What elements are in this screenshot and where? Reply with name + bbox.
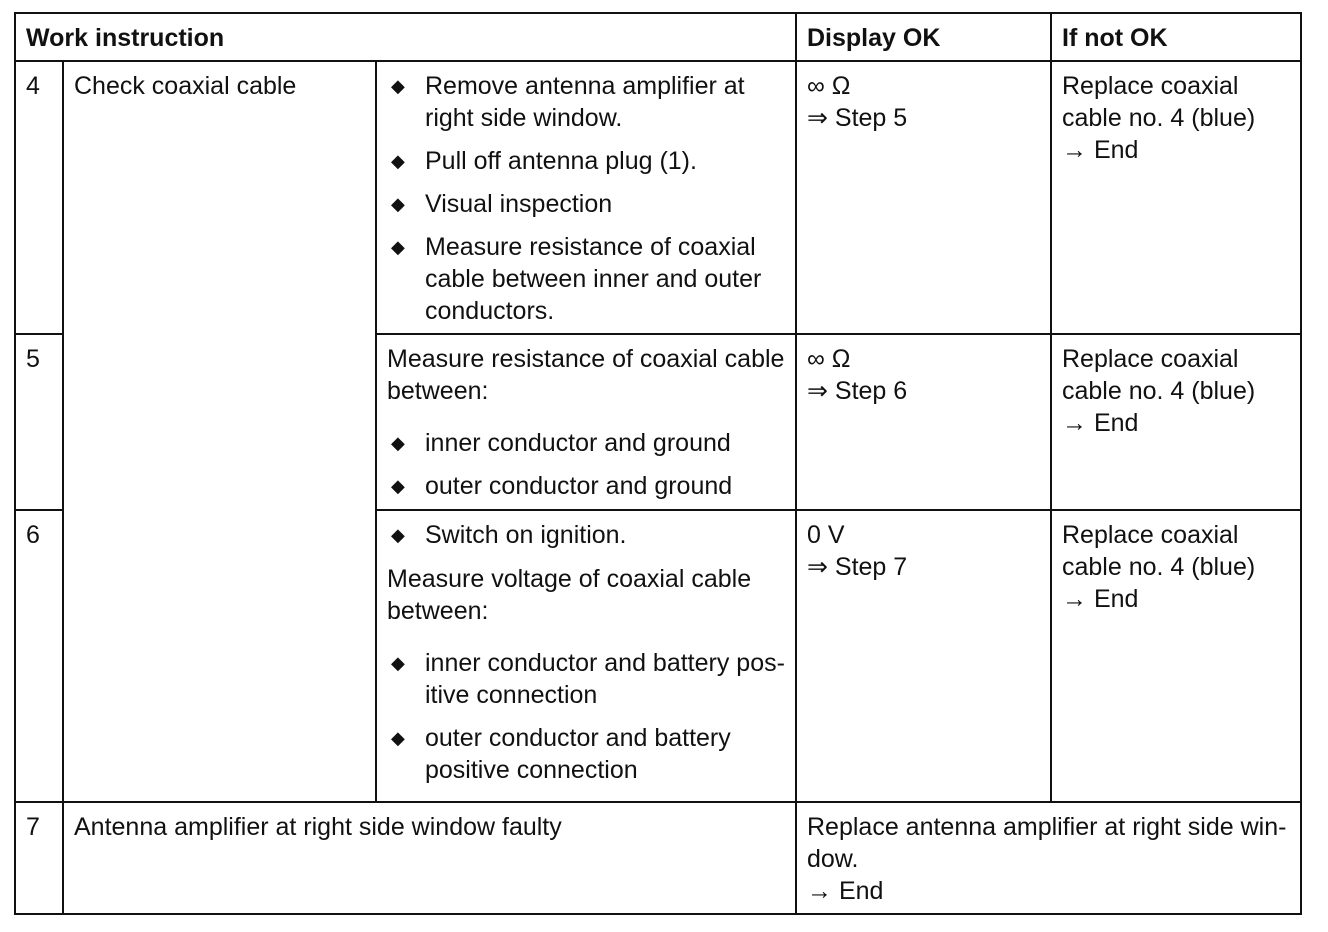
instruction-intro: Measure resistance of coaxial cable between: [387,345,785,405]
list-item: ◆ Measure resistance of coaxial cable between inner and outer conductors. [391,233,762,325]
display-ok-cell: ∞ Ω ⇒ Step 5 [796,61,1051,334]
display-ok-cell: 0 V ⇒ Step 7 [796,510,1051,802]
list-item: ◆ Remove antenna amplifier at right side window. [391,72,745,132]
list-item: ◆ inner conductor and battery pos-itive connection [391,649,785,709]
instruction-intro: Measure voltage of coaxial cable between: [387,565,752,625]
list-item: ◆ Pull off antenna plug (1). [391,147,697,175]
action-cell: Replace antenna amplifier at right side win-dow. → End [796,802,1301,914]
table-header-row [15,13,1301,61]
instruction-cell [376,334,796,510]
step-number: 6 [15,510,63,802]
diamond-bullet-icon: ◆ [391,728,405,748]
list-item: ◆ Switch on ignition. [391,521,627,549]
table-row [15,61,1301,334]
list-item: ◆ inner conductor and ground [391,429,731,457]
diamond-bullet-icon: ◆ [391,237,405,257]
list-item: ◆ Visual inspection [391,190,613,218]
work-instruction-table [14,12,1302,915]
header-display-ok: Display OK [796,13,1051,61]
bullet-list [387,70,785,327]
bullet-list [387,519,785,551]
if-not-ok-cell: Replace coaxial cable no. 4 (blue) → End [1051,510,1301,802]
diamond-bullet-icon: ◆ [391,653,405,673]
step-number: 7 [15,802,63,914]
bullet-list [387,427,785,502]
list-item: ◆ outer conductor and battery positive connection [391,724,731,784]
instruction-cell [376,510,796,802]
step-number: 5 [15,334,63,510]
header-work-instruction: Work instruction [15,13,796,61]
if-not-ok-cell: Replace coaxial cable no. 4 (blue) → End [1051,61,1301,334]
task-cell: Check coaxial cable [63,61,376,802]
list-item: ◆ outer conductor and ground [391,472,733,500]
display-ok-cell: ∞ Ω ⇒ Step 6 [796,334,1051,510]
diamond-bullet-icon: ◆ [391,525,405,545]
instruction-cell [376,61,796,334]
diamond-bullet-icon: ◆ [391,194,405,214]
if-not-ok-cell: Replace coaxial cable no. 4 (blue) → End [1051,334,1301,510]
diamond-bullet-icon: ◆ [391,76,405,96]
header-if-not-ok: If not OK [1051,13,1301,61]
bullet-list [387,647,785,786]
step-number: 4 [15,61,63,334]
task-cell: Antenna amplifier at right side window faulty [63,802,796,914]
diamond-bullet-icon: ◆ [391,433,405,453]
diamond-bullet-icon: ◆ [391,476,405,496]
diamond-bullet-icon: ◆ [391,151,405,171]
table-row [15,802,1301,914]
